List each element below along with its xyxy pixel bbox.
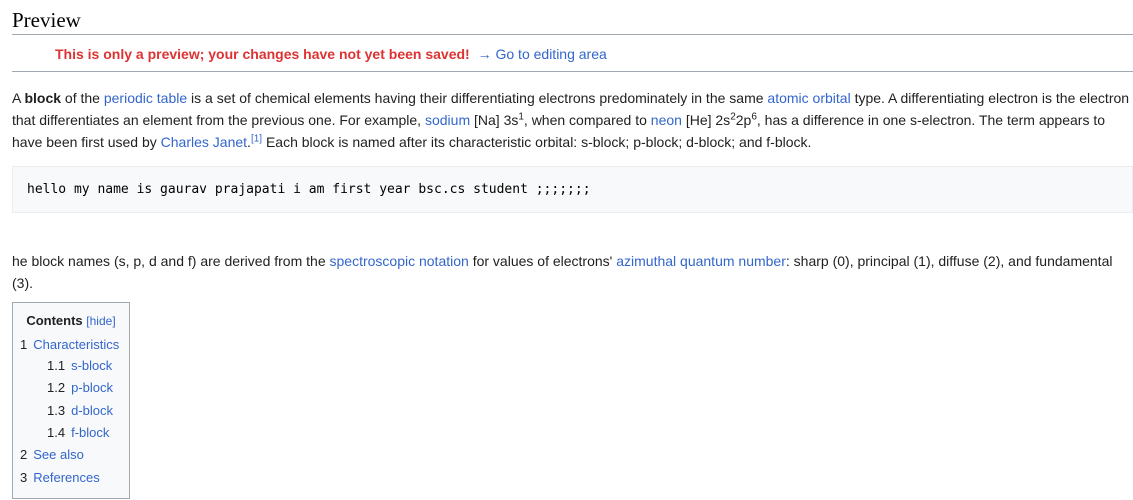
superscript: 6 bbox=[751, 111, 757, 123]
preview-heading: Preview bbox=[12, 8, 81, 32]
text: for values of electrons' bbox=[468, 253, 617, 269]
intro-paragraph bbox=[12, 87, 1133, 153]
preview-notice bbox=[55, 45, 607, 63]
toc-item-label[interactable]: s-block bbox=[71, 358, 113, 373]
toc-item-number: 1.3 bbox=[47, 403, 66, 418]
spectroscopic-notation-link[interactable]: spectroscopic notation bbox=[329, 253, 469, 269]
toc-item-f-block[interactable] bbox=[47, 424, 109, 441]
azimuthal-quantum-number-link[interactable]: azimuthal quantum number bbox=[616, 253, 786, 269]
toc-item-number: 2 bbox=[20, 447, 28, 462]
text: 2p bbox=[735, 112, 752, 128]
toc-item-label[interactable]: d-block bbox=[71, 403, 113, 418]
toc-hide-toggle[interactable]: [hide] bbox=[86, 314, 116, 328]
text: is a set of chemical elements having their differentiating electrons predominately in the same bbox=[187, 90, 768, 106]
toc-item-see-also[interactable] bbox=[20, 446, 84, 463]
text: type. A differentiating electron is the electron that differentiates an element from the previous one. For example, bbox=[12, 90, 1130, 128]
heading-divider bbox=[12, 34, 1133, 35]
periodic-table-link[interactable]: periodic table bbox=[103, 90, 188, 106]
text: : sharp (0), principal (1), diffuse (2), and fundamental (3). bbox=[12, 253, 1113, 291]
reference-1-link[interactable]: [1] bbox=[250, 133, 263, 145]
text: A bbox=[12, 90, 25, 106]
superscript: 2 bbox=[730, 111, 736, 123]
toc-item-label[interactable]: See also bbox=[33, 447, 84, 462]
toc-item-characteristics[interactable] bbox=[20, 336, 119, 353]
preview-warning: This is only a preview; your changes have not yet been saved! bbox=[55, 46, 470, 62]
superscript: 1 bbox=[518, 111, 524, 123]
go-to-editing-area-link[interactable]: Go to editing area bbox=[495, 46, 607, 62]
code-block bbox=[12, 166, 1133, 213]
toc-item-label[interactable]: References bbox=[33, 470, 100, 485]
text: [Na] 3s bbox=[470, 112, 519, 128]
text: he block names (s, p, d and f) are derived from the bbox=[12, 253, 330, 269]
toc-item-s-block[interactable] bbox=[47, 357, 112, 374]
bold-term: block bbox=[24, 90, 62, 106]
text: of the bbox=[61, 90, 104, 106]
toc-title bbox=[13, 312, 129, 330]
sodium-link[interactable]: sodium bbox=[424, 112, 471, 128]
charles-janet-link[interactable]: Charles Janet bbox=[160, 134, 248, 150]
text: [He] 2s bbox=[681, 112, 731, 128]
notice-divider bbox=[12, 71, 1133, 72]
toc-item-number: 3 bbox=[20, 470, 28, 485]
arrow-icon: → bbox=[477, 46, 492, 62]
toc-item-label[interactable]: p-block bbox=[71, 380, 113, 395]
text: , has a difference in one s-electron. The term appears to have been first used by bbox=[12, 112, 1106, 150]
block-names-paragraph bbox=[12, 250, 1133, 294]
toc-item-number: 1.1 bbox=[47, 358, 66, 373]
text: Each block is named after its characteristic orbital: s-block; p-block; d-block; and f-block. bbox=[262, 134, 812, 150]
toc-item-p-block[interactable] bbox=[47, 379, 113, 396]
toc-item-d-block[interactable] bbox=[47, 402, 113, 419]
code-text: hello my name is gaurav prajapati i am first year bsc.cs student ;;;;;;; bbox=[27, 182, 591, 197]
toc-title-label: Contents bbox=[26, 313, 83, 328]
table-of-contents bbox=[12, 302, 130, 499]
toc-item-label[interactable]: Characteristics bbox=[33, 337, 120, 352]
atomic-orbital-link[interactable]: atomic orbital bbox=[767, 90, 851, 106]
toc-item-label[interactable]: f-block bbox=[71, 425, 110, 440]
text: , when compared to bbox=[523, 112, 651, 128]
toc-item-number: 1.4 bbox=[47, 425, 66, 440]
toc-item-references[interactable] bbox=[20, 469, 100, 486]
toc-item-number: 1.2 bbox=[47, 380, 66, 395]
text: . bbox=[247, 134, 251, 150]
neon-link[interactable]: neon bbox=[650, 112, 682, 128]
toc-item-number: 1 bbox=[20, 337, 28, 352]
